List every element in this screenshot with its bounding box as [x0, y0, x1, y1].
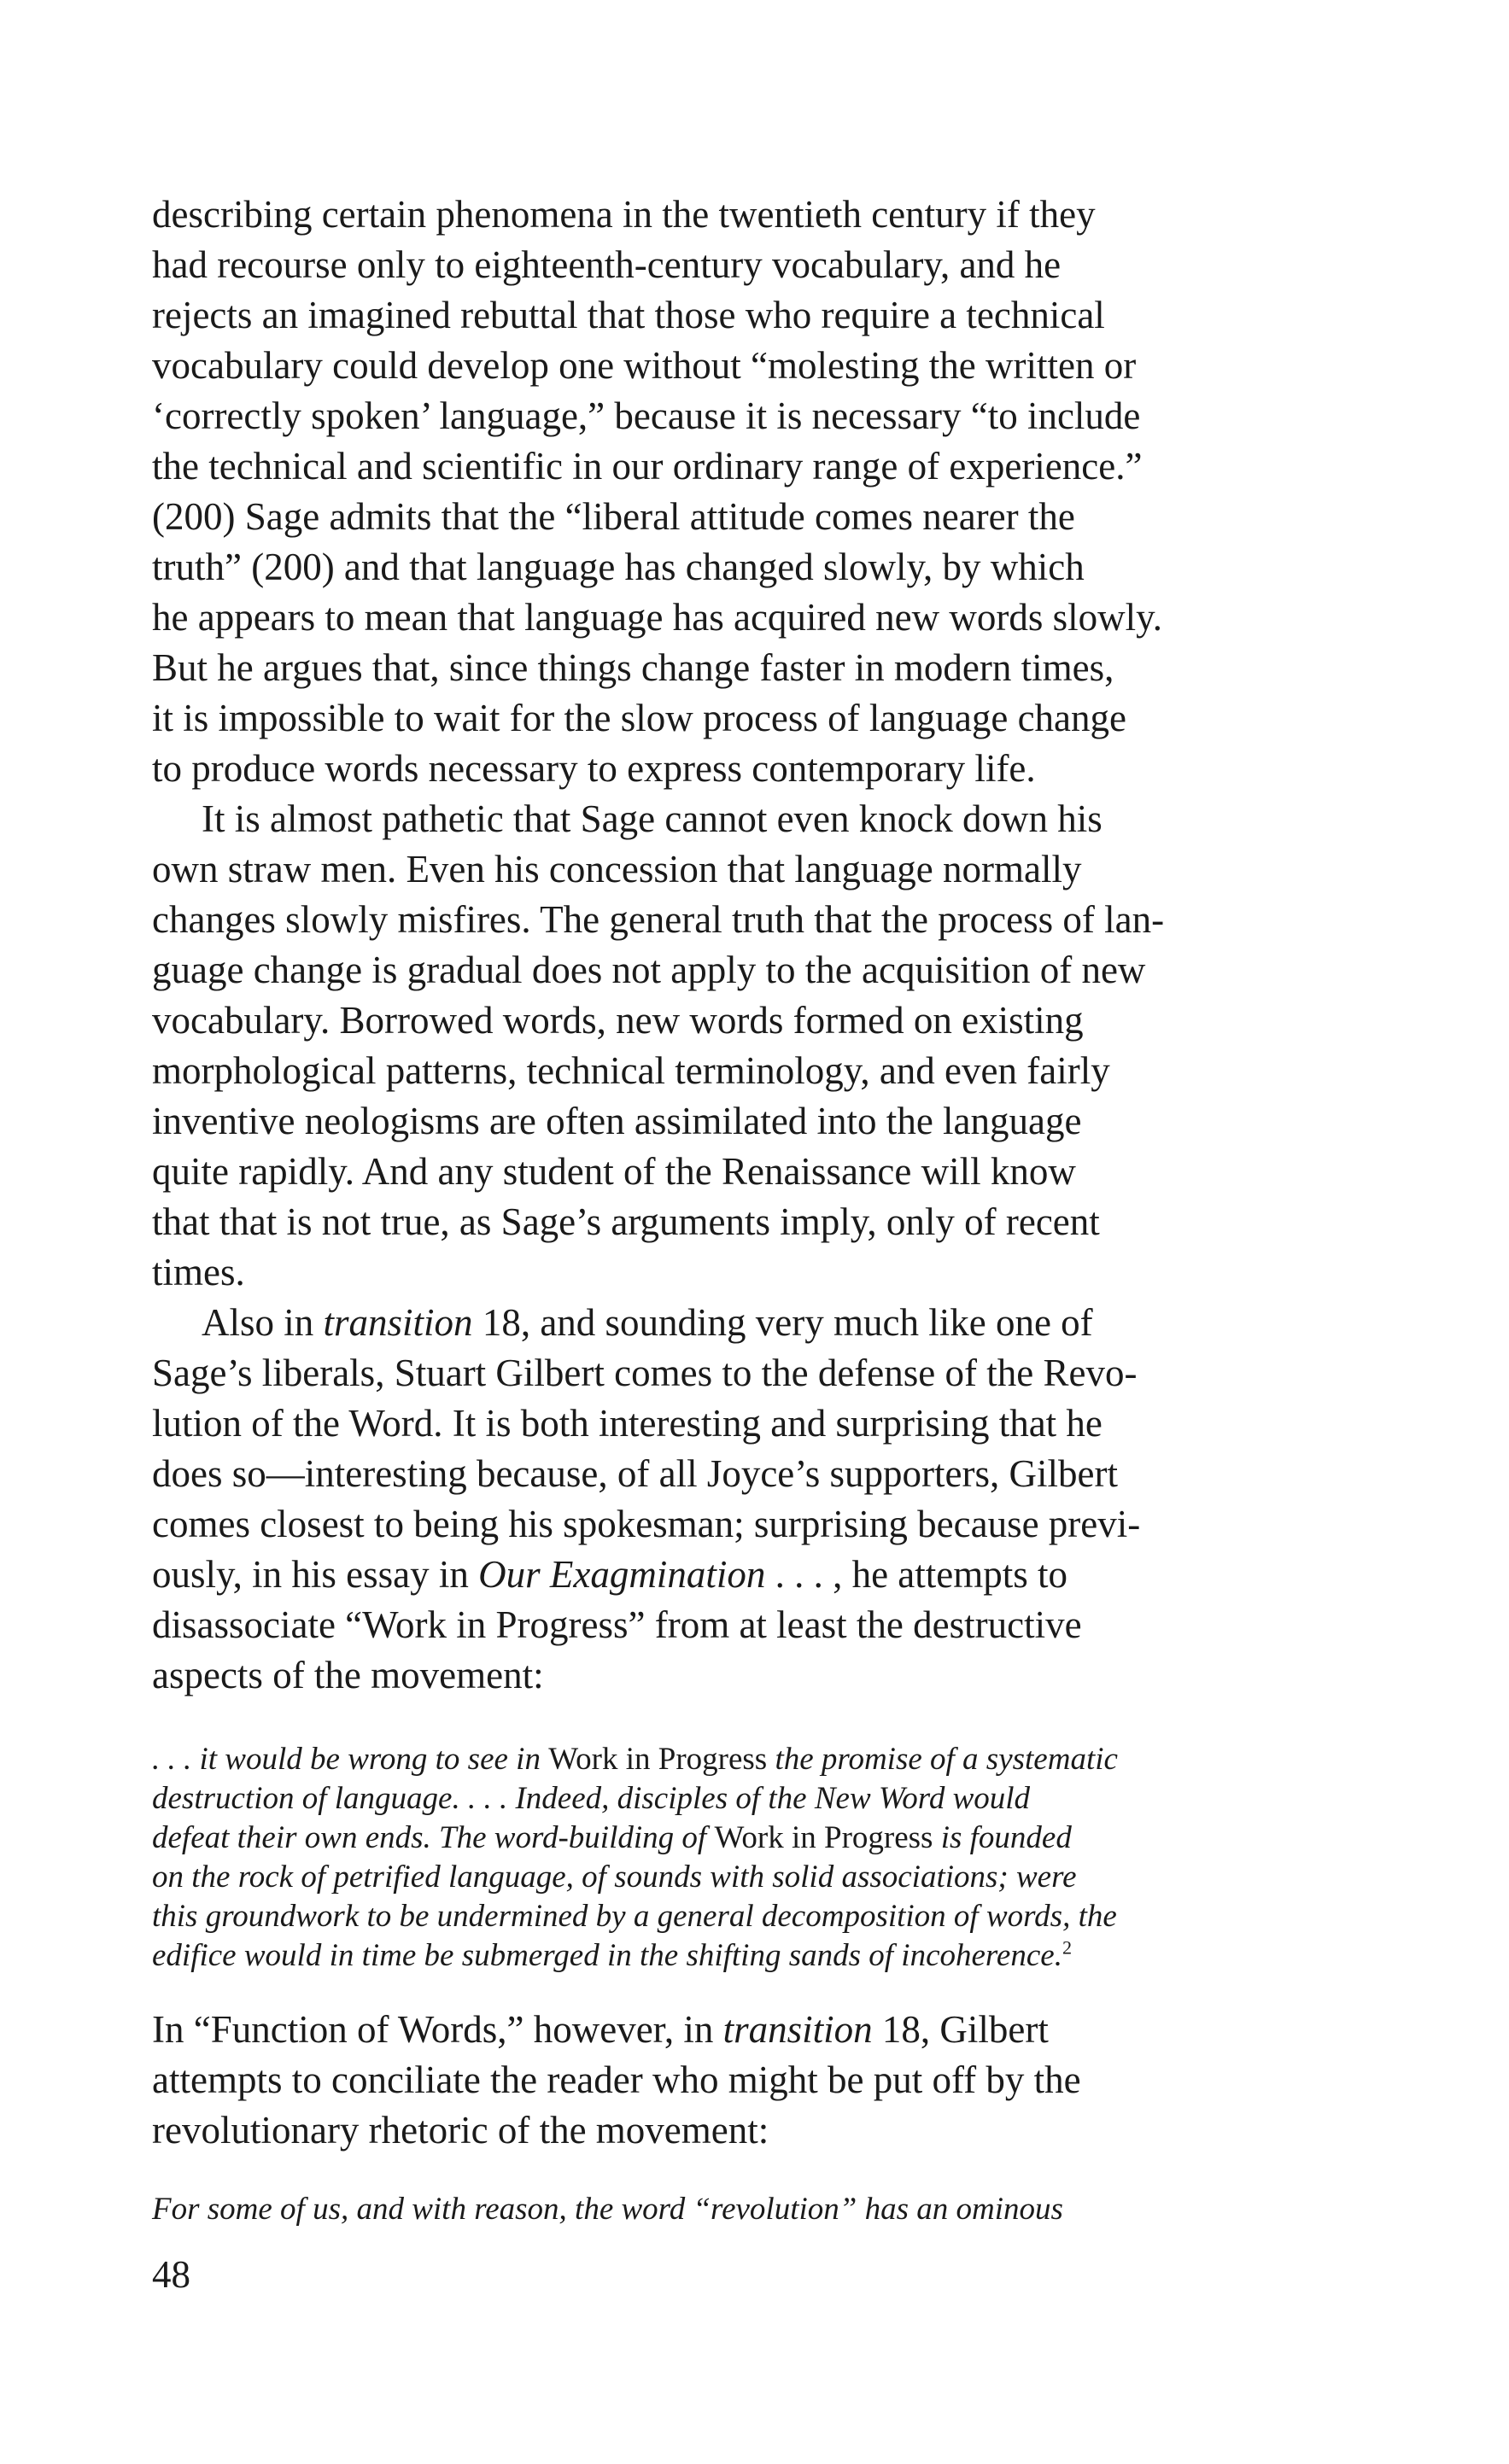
paragraph-1 [152, 190, 1356, 794]
text-line: describing certain phenomena in the twentieth century if they [152, 193, 1096, 236]
text-line: to produce words necessary to express contemporary life. [152, 747, 1036, 790]
page-number: 48 [152, 2253, 190, 2296]
text-line: truth” (200) and that language has changed slowly, by which [152, 546, 1085, 588]
text-fragment: ously, in his essay in [152, 1553, 479, 1596]
quote-line: destruction of language. . . . Indeed, disciples of the New Word would [152, 1781, 1031, 1816]
text-line: aspects of the movement: [152, 1654, 544, 1696]
text-line: ‘correctly spoken’ language,” because it is necessary “to include [152, 394, 1141, 437]
text-fragment: 18, and sounding very much like one of [472, 1301, 1093, 1344]
text-fragment: Also in [202, 1301, 324, 1344]
text-line: does so—interesting because, of all Joyce’s supporters, Gilbert [152, 1452, 1118, 1495]
quote-line: For some of us, and with reason, the word “revolution” has an ominous [152, 2192, 1063, 2227]
paragraph-4 [152, 2005, 1356, 2156]
block-quote-2 [152, 2190, 1356, 2229]
text-line: revolutionary rhetoric of the movement: [152, 2109, 769, 2152]
text-fragment: . . . it would be wrong to see in [152, 1742, 549, 1777]
page-body [152, 190, 1356, 2229]
text-line: But he argues that, since things change faster in modern times, [152, 646, 1114, 689]
text-line: guage change is gradual does not apply to the acquisition of new [152, 949, 1146, 991]
text-fragment: . . . , he attempts to [765, 1553, 1068, 1596]
text-line: inventive neologisms are often assimilated into the language [152, 1100, 1082, 1142]
text-fragment: is founded [933, 1820, 1072, 1855]
work-title: Work in Progress [548, 1742, 768, 1777]
text-line: times. [152, 1251, 245, 1293]
text-line: comes closest to being his spokesman; surprising because previ- [152, 1503, 1141, 1545]
footnote-ref: 2 [1062, 1936, 1073, 1959]
work-title: Work in Progress [714, 1820, 933, 1855]
quote-line: this groundwork to be undermined by a general decomposition of words, the [152, 1899, 1117, 1934]
quote-line [152, 1819, 1356, 1858]
journal-title: transition [722, 2008, 873, 2051]
journal-title: transition [323, 1301, 473, 1344]
text-line: morphological patterns, technical terminology, and even fairly [152, 1049, 1110, 1092]
text-line: lution of the Word. It is both interesting and surprising that he [152, 1402, 1103, 1445]
text-line: attempts to conciliate the reader who might be put off by the [152, 2058, 1081, 2101]
text-fragment: the promise of a systematic [767, 1742, 1118, 1777]
text-line: disassociate “Work in Progress” from at least the destructive [152, 1603, 1082, 1646]
text-line [152, 1550, 1356, 1600]
text-fragment: 18, Gilbert [872, 2008, 1049, 2051]
text-line: It is almost pathetic that Sage cannot even knock down his [202, 797, 1103, 840]
text-line: changes slowly misfires. The general truth that the process of lan- [152, 898, 1165, 941]
text-line [152, 2005, 1356, 2055]
text-line: the technical and scientific in our ordinary range of experience.” [152, 445, 1143, 488]
text-line: it is impossible to wait for the slow process of language change [152, 697, 1126, 739]
quote-line [152, 1936, 1356, 1976]
book-title: Our Exagmination [478, 1553, 766, 1596]
paragraph-2 [152, 794, 1356, 1298]
text-line: quite rapidly. And any student of the Renaissance will know [152, 1150, 1076, 1193]
text-line [152, 1298, 1356, 1348]
text-line: that that is not true, as Sage’s arguments imply, only of recent [152, 1200, 1100, 1243]
text-fragment: edifice would in time be submerged in the shifting sands of incoherence. [152, 1938, 1062, 1973]
text-line: Sage’s liberals, Stuart Gilbert comes to the defense of the Revo- [152, 1352, 1138, 1394]
text-fragment: In “Function of Words,” however, in [152, 2008, 723, 2051]
text-line: vocabulary could develop one without “molesting the written or [152, 344, 1137, 387]
block-quote-1 [152, 1740, 1356, 1976]
text-line: vocabulary. Borrowed words, new words formed on existing [152, 999, 1084, 1042]
text-line: rejects an imagined rebuttal that those who require a technical [152, 294, 1105, 336]
quote-line: on the rock of petrified language, of sounds with solid associations; were [152, 1860, 1077, 1895]
quote-line [152, 1740, 1356, 1779]
paragraph-3 [152, 1298, 1356, 1701]
text-line: (200) Sage admits that the “liberal attitude comes nearer the [152, 495, 1075, 538]
text-fragment: defeat their own ends. The word-building of [152, 1820, 715, 1855]
text-line: he appears to mean that language has acquired new words slowly. [152, 596, 1162, 639]
text-line: own straw men. Even his concession that language normally [152, 848, 1082, 890]
text-line: had recourse only to eighteenth-century vocabulary, and he [152, 243, 1062, 286]
